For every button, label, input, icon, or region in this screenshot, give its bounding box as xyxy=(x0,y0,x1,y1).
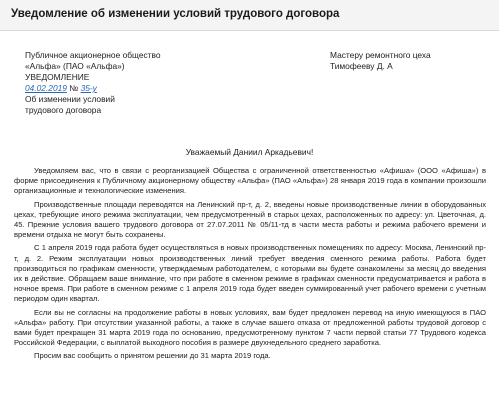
paragraph: Уведомляем вас, что в связи с реорганизацией Общества с ограниченной ответственностью «Афиша» (ООО «Афиша») в форме присоединения к Публичному акционерному обществу «Альфа» (ПАО «Альфа») 28 января 2019 года в компании произошли организационные и технологические изменения. xyxy=(14,166,486,196)
subject-line1: Об изменении условий xyxy=(25,94,115,104)
recipient-block xyxy=(330,50,490,72)
page-title: Уведомление об изменении условий трудового договора xyxy=(11,8,340,20)
subject-line2: трудового договора xyxy=(25,105,102,115)
document-date: 04.02.2019 xyxy=(25,83,67,93)
recipient-position: Мастеру ремонтного цеха xyxy=(330,50,431,60)
document-number: 35-у xyxy=(80,83,97,93)
paragraph: Если вы не согласны на продолжение работы в новых условиях, вам будет предложен перевод на иную имеющуюся в ПАО «Альфа» работу. При отсутствии указанной работы, а также в случае вашего отказа от предложенной работы трудовой договор с вами будет прекращен 31 марта 2019 года по основанию, предусмотренному пунктом 7 части первой статьи 77 Трудового кодекса Российской Федерации, с выплатой выходного пособия в размере двухнедельного среднего заработка. xyxy=(14,307,486,348)
sender-block xyxy=(25,50,285,116)
number-sign: № xyxy=(69,83,79,93)
document-body xyxy=(0,30,499,417)
sender-org-line1: Публичное акционерное общество xyxy=(25,50,161,60)
greeting: Уважаемый Даниил Аркадьевич! xyxy=(185,147,314,157)
recipient-name: Тимофееву Д. А xyxy=(330,61,393,71)
sender-org-line2: «Альфа» (ПАО «Альфа») xyxy=(25,61,125,71)
paragraph: С 1 апреля 2019 года работа будет осуществляться в новых производственных помещениях по адресу: Москва, Ленинский пр-т, д. 2. Режим эксплуатации новых производственных линий требует введения сменного режима работы. Работа будет производиться по графикам сменности, утверждаемым работодателем, с которыми вы будете ознакомлены за месяц до введения их в действие. Обращаем ваше внимание, что при работе в сменном режиме в графиках сменности предусматривается и работа в ночное время. При работе в сменном режиме с 1 апреля 2019 года будет введен суммированный учет рабочего времени с учетным периодом один квартал. xyxy=(14,243,486,304)
page-header xyxy=(0,0,499,31)
document-type: УВЕДОМЛЕНИЕ xyxy=(25,72,90,82)
letter-text xyxy=(14,166,486,365)
paragraph: Просим вас сообщить о принятом решении до 31 марта 2019 года. xyxy=(34,351,271,361)
paragraph: Производственные площади переводятся на Ленинский пр-т, д. 2, введены новые производственные линии в оборудованных цехах, требующие иного режима эксплуатации, чем предусмотренный в старых цехах, расположенных по адресу: ул. Цветочная, д. 45. Прежние условия вашего трудового договора от 27.07.2011 № 05/11-тд в части места работы и режима рабочего времени и времени отдыха не могут быть сохранены. xyxy=(14,199,486,240)
date-number-line xyxy=(25,83,285,94)
